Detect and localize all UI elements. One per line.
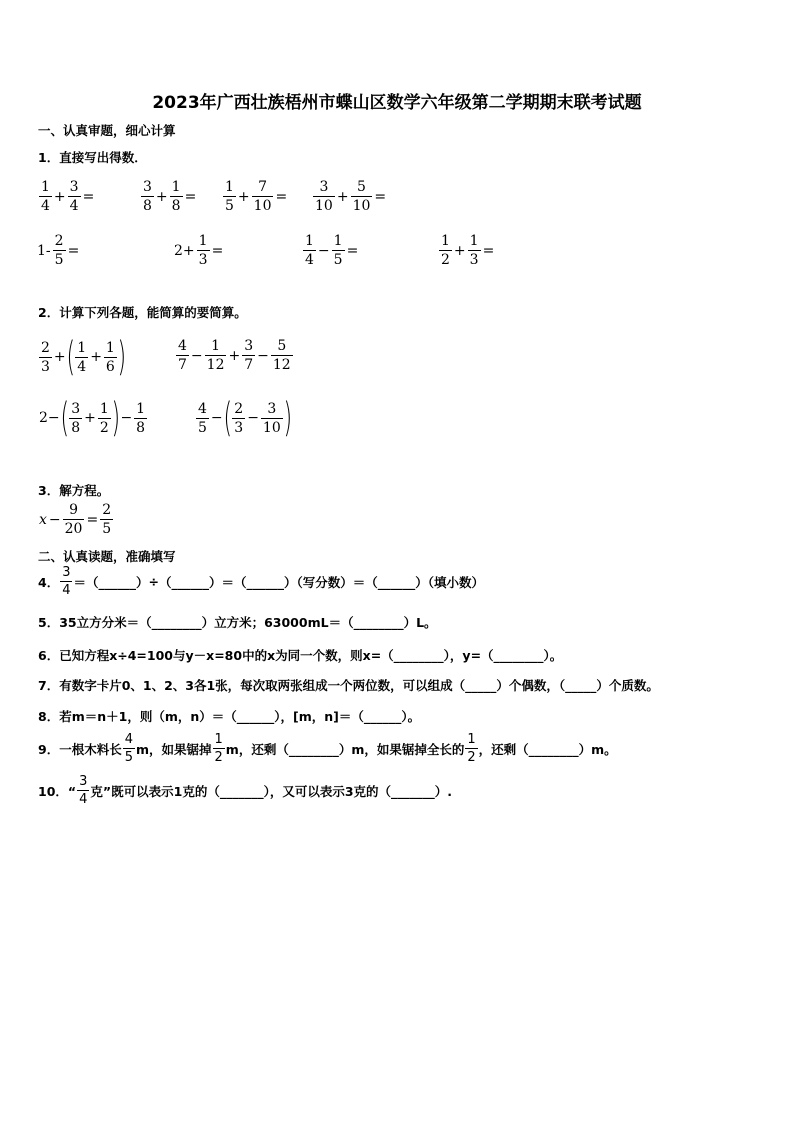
fraction: $\frac{3}{10}$ [262,400,281,436]
answer-blank[interactable]: （______）（写分数）＝（______）（填小数） [234,574,485,590]
q1-expr-3: $\frac{1}{5}$ + $\frac{7}{10}$ = [225,179,288,214]
fraction: $\frac{5}{10}$ [352,179,371,214]
fraction: $\frac{1}{5}$ [333,233,343,268]
question-9: 9．一根木料长 $\frac{4}{5}$ m，如果锯掉 $\frac{1}{2}$ m，还剩（________）m，如果锯掉全长的 $\frac{1}{2}$ ，还剩（________）m。 [38,732,617,765]
question-2: 2．计算下列各题，能简算的要简算。 [38,305,247,320]
q2-expr-3: 2− ( $\frac{3}{8}$ + $\frac{1}{2}$ ) − $\frac{1}{8}$ [39,395,146,441]
q1-expr-5: 1- $\frac{2}{5}$ = [37,233,80,268]
question-4: 4． $\frac{3}{4}$ ＝ （______） ÷ （______） ＝ （______）（写分数）＝（______）（填小数） [38,565,485,598]
fraction: $\frac{2}{3}$ [41,339,50,375]
fraction: $\frac{3}{8}$ [143,179,152,214]
question-6: 6．已知方程x÷4=100与y－x=80中的x为同一个数，则x=（________），y=（________）。 [38,648,563,663]
q1-expr-4: $\frac{3}{10}$ + $\frac{5}{10}$ = [315,179,387,214]
q2-expr-4: $\frac{4}{5}$ − ( $\frac{2}{3}$ − $\frac{3}{10}$ ) [198,395,292,441]
fraction: $\frac{1}{2}$ [467,732,476,765]
fraction: $\frac{2}{5}$ [102,502,112,537]
fraction: $\frac{1}{8}$ [136,400,146,436]
question-5: 5．35立方分米＝（________）立方米；63000mL＝（________）L。 [38,615,437,630]
fraction: $\frac{7}{10}$ [253,179,272,214]
fraction: $\frac{1}{8}$ [171,179,181,214]
q1-expr-8: $\frac{1}{2}$ + $\frac{1}{3}$ = [441,233,495,268]
fraction: $\frac{1}{2}$ [214,732,223,765]
fraction: $\frac{3}{4}$ [69,179,79,214]
fraction: $\frac{5}{12}$ [272,338,291,373]
q1-expr-2: $\frac{3}{8}$ + $\frac{1}{8}$ = [143,179,197,214]
question-10: 10．“ $\frac{3}{4}$ 克”既可以表示1克的（_______），又可以表示3克的（_______）. [38,774,453,807]
q1-expr-6: 2+ $\frac{1}{3}$ = [174,233,224,268]
fraction: $\frac{1}{2}$ [99,400,109,436]
q2-expr-2: $\frac{4}{7}$ − $\frac{1}{12}$ + $\frac{3}{7}$ − $\frac{5}{12}$ [178,338,291,373]
fraction: $\frac{9}{20}$ [64,502,83,537]
page-title: 2023年广西壮族梧州市蝶山区数学六年级第二学期期末联考试题 [152,93,642,113]
fraction: $\frac{1}{12}$ [206,338,225,373]
question-1: 1．直接写出得数． [38,150,147,165]
fraction: $\frac{4}{5}$ [198,400,207,436]
fraction: $\frac{1}{6}$ [105,339,115,375]
answer-blank[interactable]: （______） [159,574,222,590]
fraction: $\frac{3}{7}$ [244,338,254,373]
fraction: $\frac{1}{3}$ [198,233,208,268]
q1-expr-7: $\frac{1}{4}$ − $\frac{1}{5}$ = [305,233,359,268]
fraction: $\frac{1}{4}$ [77,339,87,375]
section-2-heading: 二、认真读题，准确填写 [38,549,176,564]
fraction: $\frac{1}{2}$ [441,233,450,268]
fraction: $\frac{1}{5}$ [225,179,234,214]
q2-expr-1: $\frac{2}{3}$ + ( $\frac{1}{4}$ + $\frac{1}{6}$ ) [41,334,126,380]
fraction: $\frac{3}{10}$ [315,179,333,214]
fraction: $\frac{3}{4}$ [62,565,71,598]
question-8: 8．若m＝n＋1，则（m，n）＝（______），[m，n]＝（______）。 [38,709,421,724]
q3-equation: x − $\frac{9}{20}$ = $\frac{2}{5}$ [39,502,112,537]
fraction: $\frac{4}{7}$ [178,338,187,373]
fraction: $\frac{1}{4}$ [305,233,314,268]
answer-blank[interactable]: （______） [86,574,149,590]
fraction: $\frac{3}{4}$ [79,774,88,807]
section-1-heading: 一、认真审题，细心计算 [38,123,176,138]
fraction: $\frac{3}{8}$ [71,400,81,436]
question-7: 7．有数字卡片0、1、2、3各1张，每次取两张组成一个两位数，可以组成（_____）个偶数，（_____）个质数。 [38,678,659,693]
question-3: 3．解方程。 [38,483,110,498]
q1-expr-1: $\frac{1}{4}$ + $\frac{3}{4}$ = [41,179,95,214]
fraction: $\frac{4}{5}$ [124,732,133,765]
fraction: $\frac{1}{4}$ [41,179,50,214]
fraction: $\frac{2}{3}$ [234,400,244,436]
fraction: $\frac{1}{3}$ [469,233,479,268]
fraction: $\frac{2}{5}$ [54,233,64,268]
